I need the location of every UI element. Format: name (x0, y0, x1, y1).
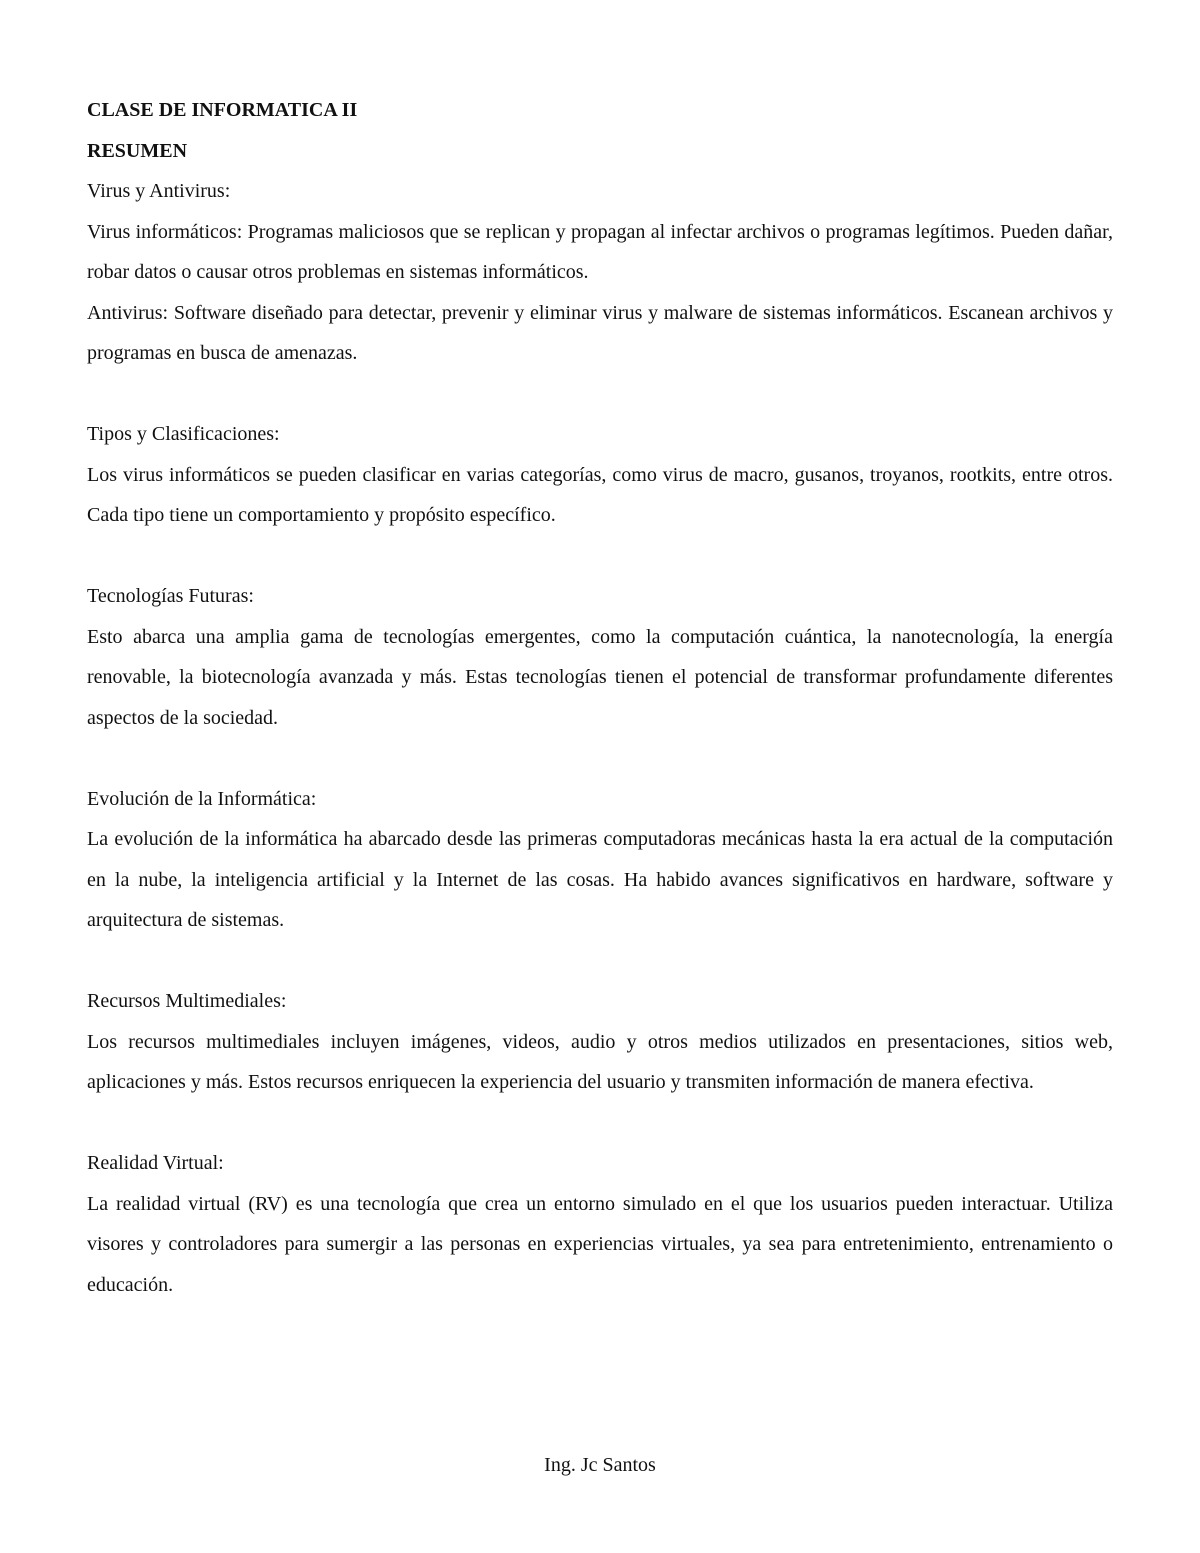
section-heading: Evolución de la Informática: (87, 787, 317, 810)
section-tipos-clasificaciones (87, 414, 1113, 536)
section-paragraph: Virus informáticos: Programas maliciosos que se replican y propagan al infectar archivos o programas legítimos. Pueden dañar, robar datos o causar otros problemas en sistemas informáticos. (87, 220, 1113, 283)
paragraph-spacer (87, 941, 1113, 982)
document-title: CLASE DE INFORMATICA II (87, 99, 358, 121)
document-footer: Ing. Jc Santos (544, 1454, 656, 1476)
section-paragraph: Los virus informáticos se pueden clasificar en varias categorías, como virus de macro, gusanos, troyanos, rootkits, entre otros. Cada tipo tiene un comportamiento y propósito específico. (87, 463, 1113, 526)
section-heading: Virus y Antivirus: (87, 180, 231, 202)
section-tecnologias-futuras (87, 576, 1113, 738)
paragraph-spacer (87, 738, 1113, 779)
section-paragraph: Antivirus: Software diseñado para detectar, prevenir y eliminar virus y malware de sistemas informáticos. Escanean archivos y programas en busca de amenazas. (87, 301, 1113, 364)
section-heading: Recursos Multimediales: (87, 990, 287, 1012)
section-recursos-multimediales (87, 981, 1113, 1103)
section-heading: Tecnologías Futuras: (87, 585, 254, 607)
document-page (87, 90, 1113, 1305)
section-paragraph: Los recursos multimediales incluyen imágenes, videos, audio y otros medios utilizados en presentaciones, sitios web, aplicaciones y más. Estos recursos enriquecen la experiencia del usuario y transmiten información de manera efectiva. (87, 1030, 1113, 1093)
section-paragraph: La evolución de la informática ha abarcado desde las primeras computadoras mecánicas hasta la era actual de la computación en la nube, la inteligencia artificial y la Internet de las cosas. Ha habido avances significativos en hardware, software y arquitectura de sistemas. (87, 828, 1113, 931)
section-paragraph: Esto abarca una amplia gama de tecnologías emergentes, como la computación cuántica, la nanotecnología, la energía renovable, la biotecnología avanzada y más. Estas tecnologías tienen el potencial de transformar profundamente diferentes aspectos de la sociedad. (87, 625, 1113, 729)
section-virus-antivirus (87, 171, 1113, 374)
section-heading: Tipos y Clasificaciones: (87, 423, 280, 445)
paragraph-spacer (87, 536, 1113, 577)
document-subtitle: RESUMEN (87, 139, 188, 162)
paragraph-spacer (87, 1103, 1113, 1144)
section-heading: Realidad Virtual: (87, 1152, 224, 1174)
section-evolucion-informatica (87, 779, 1113, 941)
section-realidad-virtual (87, 1143, 1113, 1305)
paragraph-spacer (87, 374, 1113, 415)
section-paragraph: La realidad virtual (RV) es una tecnología que crea un entorno simulado en el que los usuarios pueden interactuar. Utiliza visores y controladores para sumergir a las personas en experiencias virtuales, ya sea para entretenimiento, entrenamiento o educación. (87, 1192, 1113, 1296)
